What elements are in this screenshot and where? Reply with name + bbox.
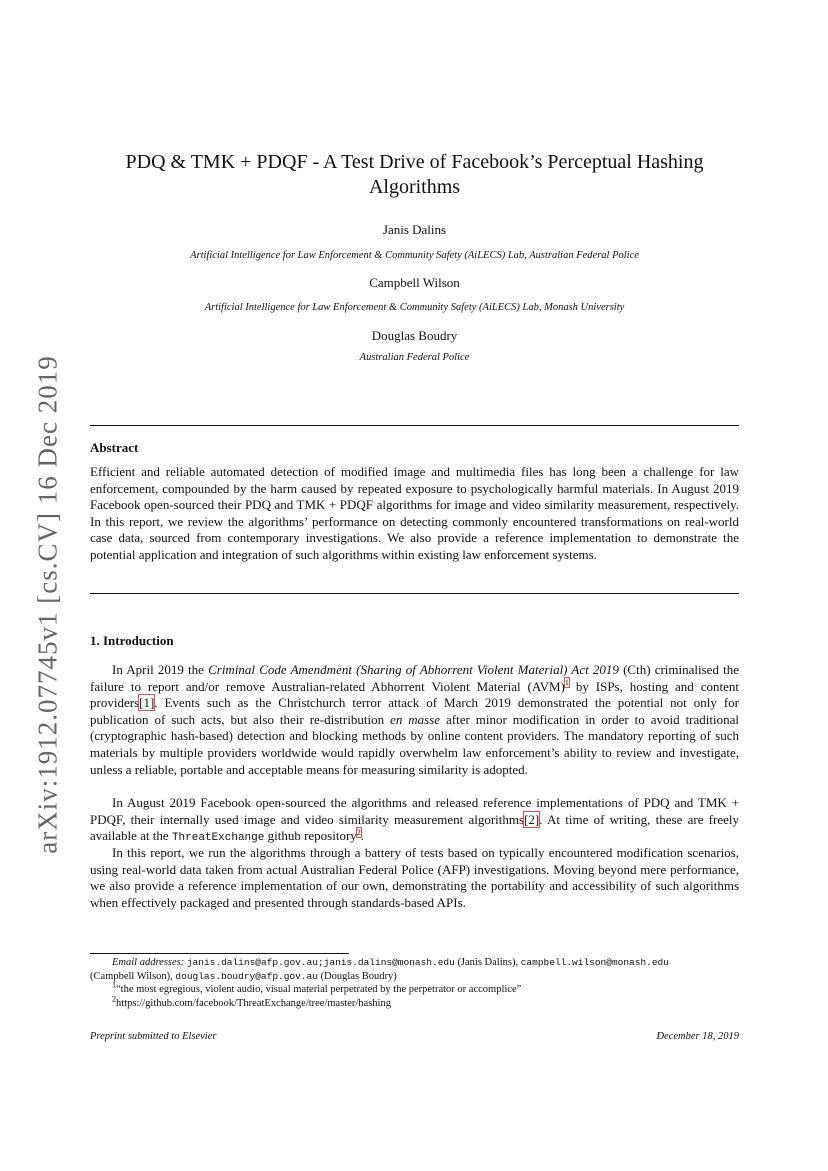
arxiv-stamp: arXiv:1912.07745v1 [cs.CV] 16 Dec 2019	[32, 354, 63, 854]
author-name-1: Janis Dalins	[382, 222, 447, 237]
author-name-2: Campbell Wilson	[369, 275, 460, 290]
citation-link-2[interactable]: [2]	[524, 811, 540, 827]
citation-link-1[interactable]: [1]	[139, 695, 155, 711]
email-boudry[interactable]: douglas.boudry@afp.gov.au	[175, 970, 318, 982]
footnotes	[90, 956, 739, 1010]
footnote-2: $^2$https://github.com/facebook/ThreatExchange/tree/master/hashing	[112, 994, 391, 1009]
footer-preprint-note: Preprint submitted to Elsevier	[90, 1031, 217, 1042]
act-title: Criminal Code Amendment (Sharing of Abhorrent Violent Material) Act 2019	[208, 662, 619, 677]
intro-paragraph-1: In April 2019 the Criminal Code Amendment (Sharing of Abhorrent Violent Material) Act 2019 (Cth) criminalised the failure to report and/or remove Australian-related Abhorrent Violent Material (AVM)$^1$ by ISPs, hosting and content providers[1]. Events such as the Christchurch terror attack of March 2019 demonstrated the potential not only for publication of such acts, but also their re-distribution en masse after minor modification in order to avoid traditional (cryptographic hash-based) detection and blocking methods by online content providers. The mandatory reporting of such materials by multiple providers worldwide would rapidly overwhelm law enforcement’s ability to review and investigate, unless a reliable, portable and acceptable means for measuring similarity is adopted.	[90, 662, 739, 777]
author-affiliation-1: Artificial Intelligence for Law Enforcement & Community Safety (AiLECS) Lab, Australian Federal Police	[190, 250, 639, 261]
email-dalins[interactable]: janis.dalins@afp.gov.au;janis.dalins@monash.edu	[186, 957, 455, 968]
footnote-link-2[interactable]: 2	[356, 827, 361, 837]
footnote-link-1[interactable]: 1	[564, 678, 569, 688]
abstract-top-rule	[90, 425, 739, 426]
abstract-heading: Abstract	[90, 440, 139, 455]
abstract-bottom-rule	[90, 593, 739, 594]
intro-paragraph-3: In this report, we run the algorithms through a battery of tests based on typically encountered modification scenarios, using real-world data taken from actual Australian Federal Police (AFP) investigations. Moving beyond mere performance, we also provide a reference implementation of our own, demonstrating the portability and accessibility of such algorithms when effectively packaged and presented through standards-based APIs.	[90, 845, 739, 910]
footer-date: December 18, 2019	[656, 1031, 739, 1042]
footnote-rule	[90, 953, 349, 954]
repo-name: ThreatExchange	[171, 832, 265, 845]
section-heading-introduction: 1. Introduction	[90, 633, 174, 648]
paper-title: PDQ & TMK + PDQF - A Test Drive of Facebook’s Perceptual Hashing Algorithms	[125, 151, 704, 198]
footnote-emails: Email addresses: janis.dalins@afp.gov.au;janis.dalins@monash.edu (Janis Dalins), campbell.wilson@monash.edu (Campbell Wilson), douglas.boudry@afp.gov.au (Douglas Boudry)	[90, 957, 669, 982]
footnote-2-url[interactable]: https://github.com/facebook/ThreatExchange/tree/master/hashing	[116, 997, 391, 1009]
footnote-1: $^1$“the most egregious, violent audio, visual material perpetrated by the perpetrator or accomplice”	[112, 980, 522, 996]
abstract-text: Efficient and reliable automated detection of modified image and multimedia files has long been a challenge for law enforcement, compounded by the harm caused by repeated exposure to psychologically harmful materials. In August 2019 Facebook open-sourced their PDQ and TMK + PDQF algorithms for image and video similarity measurement, respectively. In this report, we review the algorithms’ performance on detecting commonly encountered transformations on real-world case data, sourced from contemporary investigations. We also provide a reference implementation to demonstrate the potential application and integration of such algorithms within existing law enforcement systems.	[90, 464, 739, 562]
email-wilson[interactable]: campbell.wilson@monash.edu	[520, 957, 669, 968]
author-affiliation-2: Artificial Intelligence for Law Enforcement & Community Safety (AiLECS) Lab, Monash University	[204, 302, 625, 313]
intro-paragraph-2: In August 2019 Facebook open-sourced the algorithms and released reference implementations of PDQ and TMK + PDQF, their internally used image and video similarity measurement algorithms[2]. At time of writing, these are freely available at the ThreatExchange github repository$^2$.	[90, 795, 739, 845]
author-name-3: Douglas Boudry	[371, 328, 458, 343]
author-affiliation-3: Australian Federal Police	[359, 352, 470, 363]
